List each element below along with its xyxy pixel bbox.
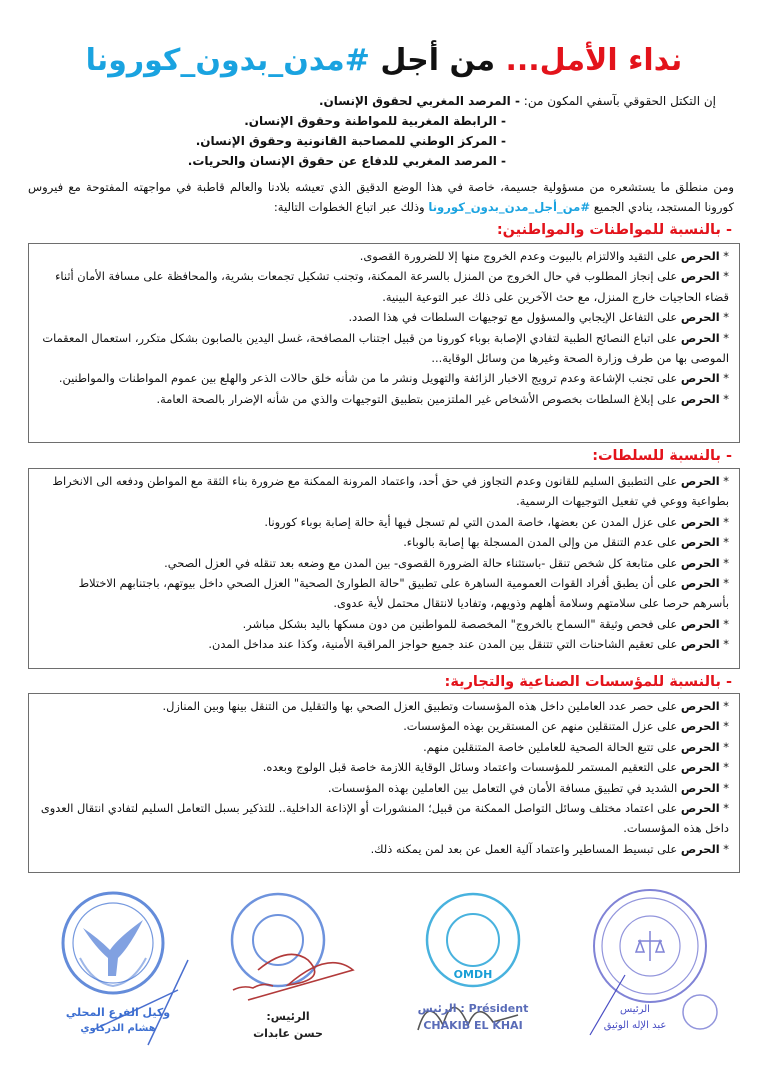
title-hashtag: #مدن_بدون_كورونا xyxy=(85,43,370,78)
item-text: على عزل المتنقلين منهم عن المستقرين بهذه المؤسسات. xyxy=(403,719,678,734)
title-black-part: من أجل xyxy=(380,43,496,78)
list-item: * الحرص على التطبيق السليم للقانون وعدم التجاوز في حق أحد، واعتماد المرونة الممكنة مع ضرورة بناء الثقة مع المواطن ودفعه الى الانخراط بطواعية ووعي في تفعيل التوجيهات الرسمية. xyxy=(52,474,729,509)
signature-block-3 xyxy=(398,880,548,1050)
list-item: * الحرص على أن يطبق أفراد القوات العمومية الساهرة على تطبيق "حالة الطوارئ الصحية" العزل الصحي داخل بيوتهم، باجتنابهم الاختلاط بأسرهم حرصا على سلامتهم وسلامة أهلهم وذويهم، وتفاديا لانتقال محتمل لأية عدوى. xyxy=(78,576,729,611)
list-item: * الحرص على إبلاغ السلطات بخصوص الأشخاص غير الملتزمين بتطبيق التوجيهات والذي من شأنه الإضرار بالصحة العامة. xyxy=(156,391,729,406)
page-title xyxy=(0,38,768,84)
list-item: * الحرص على تتبع الحالة الصحية للعاملين خاصة المتنقلين منهم. xyxy=(423,739,729,754)
item-text: على إنجاز المطلوب في حال الخروج من المنزل بالسرعة الممكنة، وتجنب تشكيل تجمعات بشرية، والمحافظة على مسافة الأمان أثناء قضاء الحاجيات خارج المنزل، مع حث الآخرين على ذلك عبر التوعية البينية. xyxy=(55,269,729,304)
handwritten-signature-icon xyxy=(88,950,198,1050)
item-keyword: الحرص xyxy=(680,249,720,263)
intro-org: - المرصد المغربي لحقوق الإنسان. xyxy=(318,94,520,108)
intro-block xyxy=(56,91,716,171)
signatory-title: وكيل الفرع المحلي xyxy=(65,1006,171,1019)
paragraph-text-end: وذلك عبر اتباع الخطوات التالية: xyxy=(273,200,425,214)
item-text: على تجنب الإشاعة وعدم ترويج الاخبار الزائفة والتهويل ونشر ما من شأنه خلق حالات الذعر والهلع بين عموم المواطنات والمواطنين. xyxy=(58,371,678,386)
section-box-authorities xyxy=(28,468,740,669)
section-heading-citizens: - بالنسبة للمواطنات والمواطنين: xyxy=(496,222,732,238)
item-text: على تعقيم الشاحنات التي تتنقل بين المدن عند جميع حواجز المراقبة الأمنية، وكذا عند مداخل المدن. xyxy=(208,637,678,652)
list-item: * الحرص على متابعة كل شخص تنقل -باستثناء حالة الضرورة القصوى- بين المدن مع وضعه بعد تنقله في العزل الصحي. xyxy=(164,555,729,570)
list-item: * الحرص على اعتماد مختلف وسائل التواصل الممكنة من قبيل؛ المنشورات أو الإذاعة الداخلية.. للتذكير بسبل التعامل السليم لتفادي انتقال العدوى داخل هذه المؤسسات. xyxy=(40,801,729,836)
list-item: * الحرص على عدم التنقل من وإلى المدن المسجلة بها إصابة بالوباء. xyxy=(403,535,729,550)
signature-block-4 xyxy=(580,880,730,1050)
item-keyword: الحرص xyxy=(680,699,720,713)
item-text: على حصر عدد العاملين داخل هذه المؤسسات وتطبيق العزل الصحي بها والتقليل من التنقل بينها وبين المنازل. xyxy=(162,699,678,713)
stamp-omdh-icon xyxy=(423,890,523,990)
section-heading-authorities: - بالنسبة للسلطات: xyxy=(592,448,732,464)
title-red-part: نداء الأمل... xyxy=(505,43,683,78)
list-item: * الحرص على تجنب الإشاعة وعدم ترويج الاخبار الزائفة والتهويل ونشر ما من شأنه خلق حالات الذعر والهلع بين عموم المواطنات والمواطنين. xyxy=(58,371,729,386)
item-keyword: الحرص xyxy=(680,514,720,529)
list-item: * الحرص على عزل المدن عن بعضها، خاصة المدن التي لم تسجل فيها أية حالة إصابة بوباء كورونا. xyxy=(264,514,729,529)
item-keyword: الحرص xyxy=(680,310,720,325)
item-text: على اعتماد مختلف وسائل التواصل الممكنة من قبيل؛ المنشورات أو الإذاعة الداخلية.. للتذكير بسبل التعامل السليم لتفادي انتقال العدوى داخل هذه المؤسسات. xyxy=(40,801,729,836)
list-item: * الحرص على التعقيم المستمر للمؤسسات واعتماد وسائل الوقاية اللازمة خاصة قبل الولوج وبعده. xyxy=(262,760,729,775)
signatory-title: الرئيس: xyxy=(266,1010,310,1023)
section-heading-institutions: - بالنسبة للمؤسسات الصناعية والتجارية: xyxy=(444,674,732,690)
item-keyword: الحرص xyxy=(680,616,720,631)
item-keyword: الحرص xyxy=(680,719,720,734)
list-item: * الحرص على التفاعل الإيجابي والمسؤول مع توجيهات السلطات في هذا الصدد. xyxy=(348,310,729,325)
item-text: على عزل المدن عن بعضها، خاصة المدن التي لم تسجل فيها أية حالة إصابة بوباء كورونا. xyxy=(264,514,678,529)
list-item: * الحرص على إنجاز المطلوب في حال الخروج من المنزل بالسرعة الممكنة، وتجنب تشكيل تجمعات بشرية، والمحافظة على مسافة الأمان أثناء قضاء الحاجيات خارج المنزل، مع حث الآخرين على ذلك عبر التوعية البينية. xyxy=(55,269,729,304)
item-keyword: الحرص xyxy=(680,391,720,406)
signatory-name: عبد الإله الوثيق xyxy=(603,1020,667,1031)
signatory-name: هشام الدركاوي xyxy=(80,1023,156,1034)
signatory-name: CHAKIB EL KHAI xyxy=(423,1019,523,1032)
item-keyword: الحرص xyxy=(680,637,720,652)
item-keyword: الحرص xyxy=(680,801,720,816)
list-item: * الحرص على عزل المتنقلين منهم عن المستقرين بهذه المؤسسات. xyxy=(403,719,729,734)
handwritten-signature-icon xyxy=(408,990,528,1040)
item-keyword: الحرص xyxy=(680,535,720,550)
paragraph-hashtag: #من_أجل_مدن_بدون_كورونا xyxy=(428,200,591,214)
item-keyword: الحرص xyxy=(680,739,720,754)
item-text: على التفاعل الإيجابي والمسؤول مع توجيهات السلطات في هذا الصدد. xyxy=(348,310,678,325)
item-keyword: الحرص xyxy=(680,330,720,345)
item-keyword: الحرص xyxy=(680,269,720,284)
intro-lead: إن التكتل الحقوقي بآسفي المكون من: xyxy=(523,94,716,108)
item-text: على التقيد والالتزام بالبيوت وعدم الخروج منها إلا للضرورة القصوى. xyxy=(359,249,678,263)
item-keyword: الحرص xyxy=(680,760,720,775)
item-text: على تبسيط المساطير واعتماد آلية العمل عن بعد لمن يمكنه ذلك. xyxy=(370,841,678,856)
signature-block-1 xyxy=(48,880,188,1050)
signatory-title: Président : الرئيس xyxy=(417,1002,529,1015)
item-text: على أن يطبق أفراد القوات العمومية الساهرة على تطبيق "حالة الطوارئ الصحية" العزل الصحي داخل بيوتهم، باجتنابهم الاختلاط بأسرهم حرصا على سلامتهم وسلامة أهلهم وذويهم، وتفاديا لانتقال محتمل لأية عدوى. xyxy=(78,576,729,611)
item-keyword: الحرص xyxy=(680,841,720,856)
list-item: * الحرص على تعقيم الشاحنات التي تتنقل بين المدن عند جميع حواجز المراقبة الأمنية، وكذا عند مداخل المدن. xyxy=(208,637,729,652)
item-text: على التعقيم المستمر للمؤسسات واعتماد وسائل الوقاية اللازمة خاصة قبل الولوج وبعده. xyxy=(262,760,678,775)
item-keyword: الحرص xyxy=(680,576,720,591)
list-item: * الحرص على التقيد والالتزام بالبيوت وعدم الخروج منها إلا للضرورة القصوى. xyxy=(359,249,729,263)
handwritten-signature-icon xyxy=(218,940,358,1010)
intro-org: - الرابطة المغربية للمواطنة وحقوق الإنسان. xyxy=(244,114,506,128)
item-text: الشديد في تطبيق مسافة الأمان في التعامل بين العاملين بهذه المؤسسات. xyxy=(327,780,678,795)
item-text: على اتباع النصائح الطبية لتفادي الإصابة بوباء كورونا من قبيل اجتناب المصافحة، غسل اليدين بالصابون بشكل متكرر، استعمال المعقمات الموصى بها من طرف وزارة الصحة وغيرها من وسائل الوقاية... xyxy=(42,330,729,366)
list-item: * الحرص على فحص وثيقة "السماح بالخروج" المخصصة للمواطنين من دون مسكها باليد بشكل مباشر. xyxy=(242,616,729,631)
small-stamp-icon xyxy=(680,992,720,1032)
paragraph-text: ومن منطلق ما يستشعره من مسؤولية جسيمة، خاصة في هذا الوضع الدقيق الذي تعيشه بلادنا والعالم قاطبة في مواجهته المفتوحة مع فيروس كورونا المستجد، ينادي الجميع xyxy=(28,180,734,214)
item-keyword: الحرص xyxy=(680,780,720,795)
section-box-institutions xyxy=(28,693,740,873)
list-item: * الحرص على تبسيط المساطير واعتماد آلية العمل عن بعد لمن يمكنه ذلك. xyxy=(370,841,729,856)
intro-org: - المرصد المغربي للدفاع عن حقوق الإنسان والحريات. xyxy=(187,154,506,168)
list-item: * الحرص على اتباع النصائح الطبية لتفادي الإصابة بوباء كورونا من قبيل اجتناب المصافحة، غسل اليدين بالصابون بشكل متكرر، استعمال المعقمات الموصى بها من طرف وزارة الصحة وغيرها من وسائل الوقاية... xyxy=(42,330,729,366)
signatory-name: حسن عابدات xyxy=(253,1027,323,1040)
call-paragraph xyxy=(28,177,734,217)
item-keyword: الحرص xyxy=(680,474,720,488)
item-text: على تتبع الحالة الصحية للعاملين خاصة المتنقلين منهم. xyxy=(423,739,678,754)
item-keyword: الحرص xyxy=(680,555,720,570)
list-item: * الحرص الشديد في تطبيق مسافة الأمان في التعامل بين العاملين بهذه المؤسسات. xyxy=(327,780,729,795)
section-box-citizens xyxy=(28,243,740,443)
stamp-label: OMDH xyxy=(453,968,493,981)
signature-block-2 xyxy=(218,880,358,1050)
signatory-title: الرئيس xyxy=(620,1004,650,1015)
item-text: على متابعة كل شخص تنقل -باستثناء حالة الضرورة القصوى- بين المدن مع وضعه بعد تنقله في العزل الصحي. xyxy=(164,555,678,570)
intro-lead-line xyxy=(56,91,716,111)
item-text: على التطبيق السليم للقانون وعدم التجاوز في حق أحد، واعتماد المرونة الممكنة مع ضرورة بناء الثقة مع المواطن ودفعه الى الانخراط بطواعية ووعي في تفعيل التوجيهات الرسمية. xyxy=(52,474,729,509)
item-text: على عدم التنقل من وإلى المدن المسجلة بها إصابة بالوباء. xyxy=(403,535,678,550)
list-item: * الحرص على حصر عدد العاملين داخل هذه المؤسسات وتطبيق العزل الصحي بها والتقليل من التنقل بينها وبين المنازل. xyxy=(162,699,729,713)
item-text: على فحص وثيقة "السماح بالخروج" المخصصة للمواطنين من دون مسكها باليد بشكل مباشر. xyxy=(242,616,678,631)
item-keyword: الحرص xyxy=(680,371,720,386)
item-text: على إبلاغ السلطات بخصوص الأشخاص غير الملتزمين بتطبيق التوجيهات والذي من شأنه الإضرار بالصحة العامة. xyxy=(156,391,678,406)
intro-org: - المركز الوطني للمصاحبة القانونية وحقوق الإنسان. xyxy=(195,134,506,148)
signatures-area xyxy=(0,880,768,1060)
